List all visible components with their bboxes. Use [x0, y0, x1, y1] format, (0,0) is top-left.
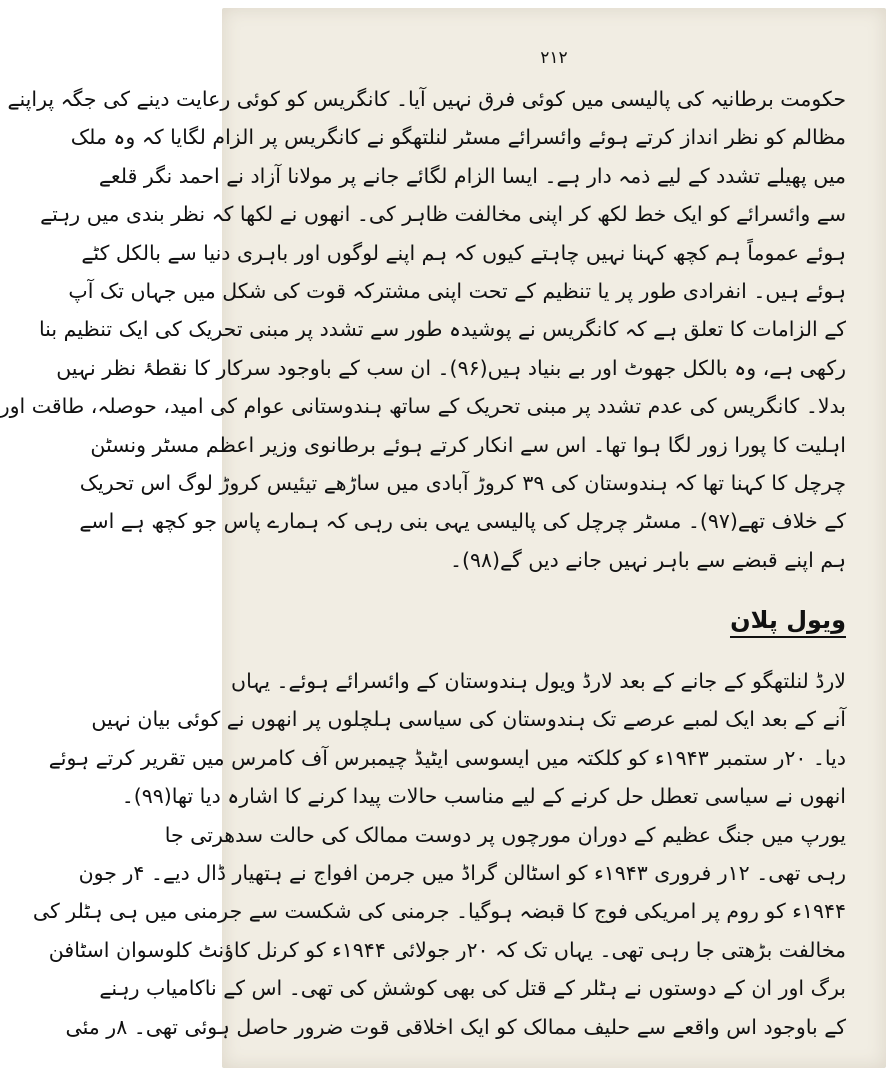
paragraph-congress-policy — [0, 80, 846, 579]
text-line: مخالفت بڑھتی جا رہی تھی۔ یہاں تک کہ ۲۰ر جولائی ۱۹۴۴ء کو کرنل کاؤنٹ کلوسوان اسٹافن — [48, 937, 846, 962]
text-line: بدلا۔ کانگریس کی عدم تشدد پر مبنی تحریک کے ساتھ ہندوستانی عوام کی امید، حوصلہ، طاقت اور — [0, 394, 846, 419]
text-line: سے وائسرائے کو ایک خط لکھ کر اپنی مخالفت ظاہر کی۔ انھوں نے لکھا کہ نظر بندی میں رہتے — [40, 202, 846, 227]
text-line: لارڈ لنلتھگو کے جانے کے بعد لارڈ ویول ہندوستان کے وائسرائے ہوئے۔ یہاں — [231, 669, 846, 693]
text-line: مظالم کو نظر انداز کرتے ہوئے وائسرائے مسٹر لنلتھگو نے کانگریس پر الزام لگایا کہ وہ ملک — [70, 125, 846, 150]
text-line: ۱۹۴۴ء کو روم پر امریکی فوج کا قبضہ ہوگیا۔ جرمنی کی شکست سے جرمنی میں ہی ہٹلر کی — [32, 899, 846, 924]
text-line: کے الزامات کا تعلق ہے کہ کانگریس نے پوشیدہ طور سے تشدد پر مبنی تحریک کی ایک تنظیم بنا — [38, 317, 846, 342]
text-line: کے باوجود اس واقعے سے حلیف ممالک کو ایک اخلاقی قوت ضرور حاصل ہوئی تھی۔ ۸ر مئی — [65, 1014, 846, 1039]
text-line: برگ اور ان کے دوستوں نے ہٹلر کے قتل کی بھی کوشش کی تھی۔ اس کے ناکامیاب رہنے — [99, 976, 846, 1001]
text-line: چرچل کا کہنا تھا کہ ہندوستان کی ۳۹ کروڑ آبادی میں ساڑھے تیئیس کروڑ لوگ اس تحریک — [79, 470, 846, 495]
book-page — [0, 8, 886, 1068]
text-line: اہلیت کا پورا زور لگا ہوا تھا۔ اس سے انکار کرتے ہوئے برطانوی وزیر اعظم مسٹر ونسٹن — [90, 432, 846, 457]
text-line: ہوئے ہیں۔ انفرادی طور پر یا تنظیم کے تحت اپنی مشترکہ قوت کی شکل میں جہاں تک آپ — [68, 278, 846, 303]
text-line: آنے کے بعد ایک لمبے عرصے تک ہندوستان کی سیاسی ہلچلوں پر انھوں نے کوئی بیان نہیں — [91, 707, 846, 732]
text-line: رکھی ہے، وہ بالکل جھوٹ اور بے بنیاد ہیں(۹۶)۔ ان سب کے باوجود سرکار کا نقطۂ نظر نہیں — [56, 355, 846, 380]
text-line: کے خلاف تھے(۹۷)۔ مسٹر چرچل کی پالیسی یہی بنی رہی کہ ہمارے پاس جو کچھ ہے اسے — [79, 509, 846, 534]
section-heading: ویول پلان — [730, 606, 846, 638]
text-line: حکومت برطانیہ کی پالیسی میں کوئی فرق نہیں آیا۔ کانگریس کو کوئی رعایت دینے کی جگہ پراپنے — [7, 87, 846, 111]
text-line: ہوئے عموماً ہم کچھ کہنا نہیں چاہتے کیوں کہ ہم اپنے لوگوں اور باہری دنیا سے بالکل کٹے — [81, 240, 846, 265]
page-number: ۲۱۲ — [540, 48, 568, 68]
paragraph-wavell-plan — [32, 662, 846, 1046]
text-line: دیا۔ ۲۰ر ستمبر ۱۹۴۳ء کو کلکتہ میں ایسوسی ایٹیڈ چیمبرس آف کامرس میں تقریر کرتے ہوئے — [48, 745, 846, 770]
text-line: یورپ میں جنگ عظیم کے دوران مورچوں پر دوست ممالک کی حالت سدھرتی جا — [164, 822, 846, 847]
text-line: میں پھیلے تشدد کے لیے ذمہ دار ہے۔ ایسا الزام لگائے جانے پر مولانا آزاد نے احمد نگر قلعے — [98, 163, 846, 188]
text-line: ہم اپنے قبضے سے باہر نہیں جانے دیں گے(۹۸)۔ — [449, 547, 846, 572]
text-line: رہی تھی۔ ۱۲ر فروری ۱۹۴۳ء کو اسٹالن گراڈ میں جرمن افواج نے ہتھیار ڈال دیے۔ ۴ر جون — [78, 860, 846, 885]
text-line: انھوں نے سیاسی تعطل حل کرنے کے لیے مناسب حالات پیدا کرنے کا اشارہ دیا تھا(۹۹)۔ — [121, 784, 846, 809]
